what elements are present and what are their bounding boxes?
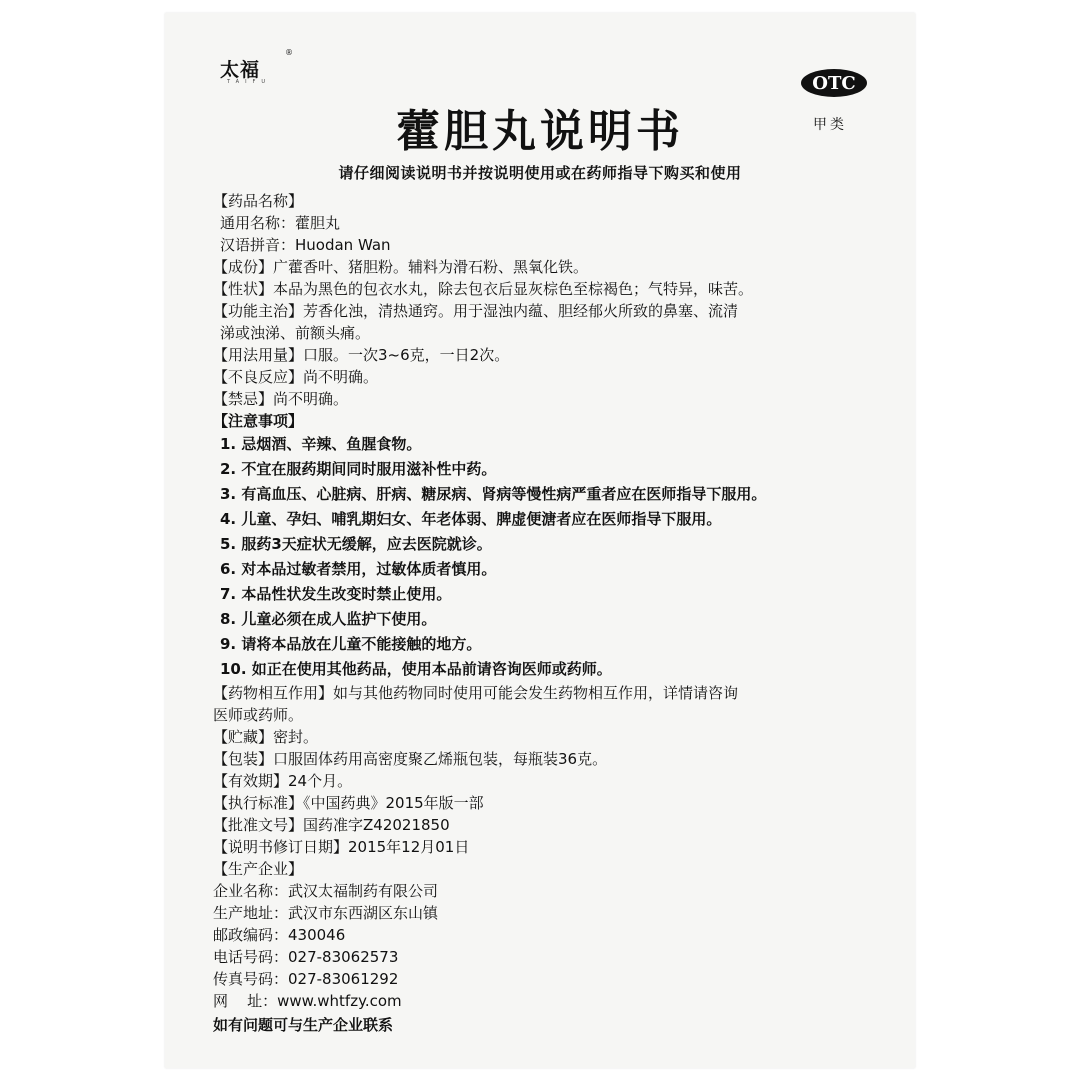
approval-number: 【批准文号】国药准字Z42021850 <box>213 816 450 834</box>
brand-subtext: TAIFU <box>227 79 272 85</box>
precaution-item: 4. 儿童、孕妇、哺乳期妇女、年老体弱、脾虚便溏者应在医师指导下服用。 <box>220 510 722 528</box>
leaflet-sheet <box>165 13 915 1068</box>
website: 网 址：www.whtfzy.com <box>213 992 402 1010</box>
precaution-item: 9. 请将本品放在儿童不能接触的地方。 <box>220 635 482 653</box>
page-title: 藿胆丸说明书 <box>396 106 684 157</box>
precaution-item: 6. 对本品过敏者禁用，过敏体质者慎用。 <box>220 560 497 578</box>
leaflet-body <box>213 190 883 1036</box>
company-name: 企业名称：武汉太福制药有限公司 <box>213 882 439 900</box>
contact-footer: 如有问题可与生产企业联系 <box>213 1016 394 1034</box>
precaution-item: 5. 服药3天症状无缓解，应去医院就诊。 <box>220 535 492 553</box>
storage: 【贮藏】密封。 <box>213 728 319 746</box>
precaution-item: 3. 有高血压、心脏病、肝病、糖尿病、肾病等慢性病严重者应在医师指导下服用。 <box>220 485 767 503</box>
indications-line-1: 【功能主治】芳香化浊，清热通窍。用于湿浊内蕴、胆经郁火所致的鼻塞、流清 <box>213 302 739 320</box>
generic-name: 通用名称：藿胆丸 <box>220 214 341 232</box>
ingredients: 【成份】广藿香叶、猪胆粉。辅料为滑石粉、黑氧化铁。 <box>213 258 589 276</box>
dosage: 【用法用量】口服。一次3~6克，一日2次。 <box>213 346 510 364</box>
company-address: 生产地址：武汉市东西湖区东山镇 <box>213 904 439 922</box>
indications-line-2: 涕或浊涕、前额头痛。 <box>220 324 371 342</box>
fax-number: 传真号码：027-83061292 <box>213 970 399 988</box>
interaction-line-1: 【药物相互作用】如与其他药物同时使用可能会发生药物相互作用，详情请咨询 <box>213 684 739 702</box>
contraindications: 【禁忌】尚不明确。 <box>213 390 349 408</box>
precaution-item: 10. 如正在使用其他药品，使用本品前请咨询医师或药师。 <box>220 660 612 678</box>
precautions-list <box>213 432 883 682</box>
otc-badge: OTC <box>801 69 867 97</box>
precautions-header: 【注意事项】 <box>213 412 304 430</box>
phone-number: 电话号码：027-83062573 <box>213 948 399 966</box>
brand-logo: 太福 <box>220 59 261 81</box>
pinyin-name: 汉语拼音：Huodan Wan <box>220 236 391 254</box>
standard: 【执行标准】《中国药典》2015年版一部 <box>213 794 484 812</box>
precaution-item: 8. 儿童必须在成人监护下使用。 <box>220 610 437 628</box>
package: 【包装】口服固体药用高密度聚乙烯瓶包装，每瓶装36克。 <box>213 750 608 768</box>
precaution-item: 7. 本品性状发生改变时禁止使用。 <box>220 585 452 603</box>
revision-date: 【说明书修订日期】2015年12月01日 <box>213 838 470 856</box>
precaution-item: 1. 忌烟酒、辛辣、鱼腥食物。 <box>220 435 422 453</box>
appearance: 【性状】本品为黑色的包衣水丸，除去包衣后显灰棕色至棕褐色；气特异，味苦。 <box>213 280 754 298</box>
validity: 【有效期】24个月。 <box>213 772 353 790</box>
manufacturer-header: 【生产企业】 <box>213 860 304 878</box>
registered-mark: ® <box>285 48 293 57</box>
otc-class-label: 甲类 <box>813 117 847 133</box>
drug-name-header: 【药品名称】 <box>213 192 304 210</box>
adverse-reactions: 【不良反应】尚不明确。 <box>213 368 379 386</box>
interaction-line-2: 医师或药师。 <box>213 706 304 724</box>
postcode: 邮政编码：430046 <box>213 926 346 944</box>
page-subtitle: 请仔细阅读说明书并按说明使用或在药师指导下购买和使用 <box>338 164 742 182</box>
precaution-item: 2. 不宜在服药期间同时服用滋补性中药。 <box>220 460 497 478</box>
